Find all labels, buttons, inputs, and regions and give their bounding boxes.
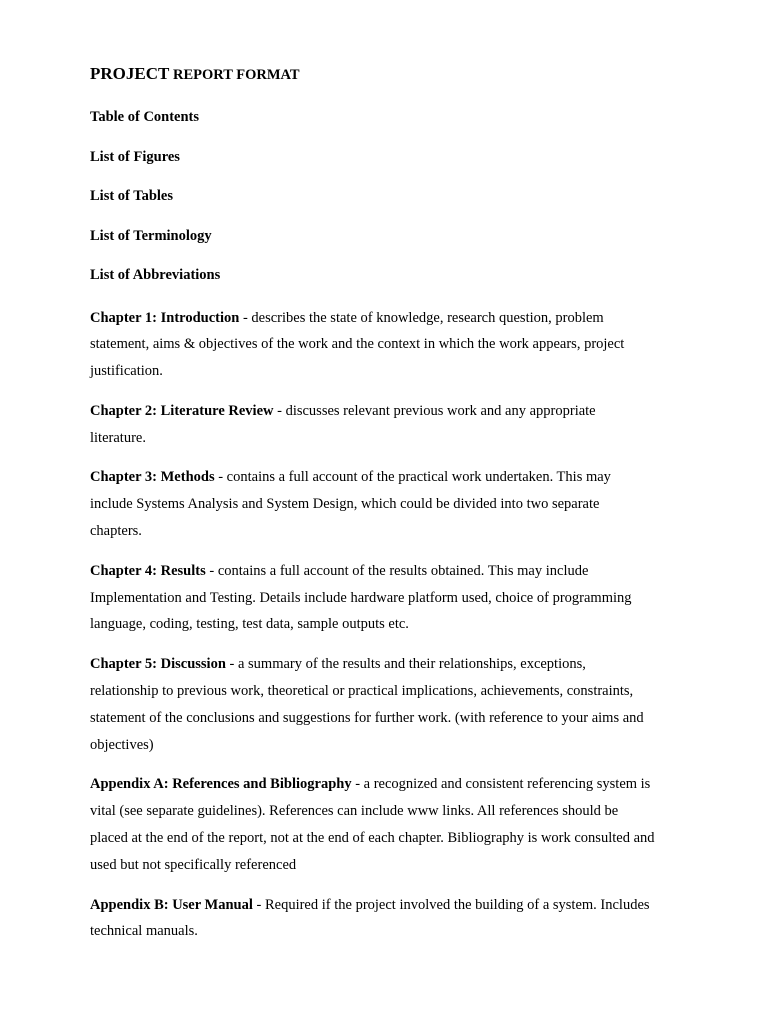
section-text-line: Implementation and Testing. Details include hardware platform used, choice of programming: [90, 589, 632, 606]
toc-entry-table-of-contents: Table of Contents: [90, 109, 200, 125]
section-text-line: used but not specifically referenced: [90, 856, 297, 873]
toc-entry-list-of-figures: List of Figures: [90, 148, 180, 165]
section-chapter-5-discussion: [90, 651, 690, 758]
section-heading: Chapter 5: Discussion: [90, 656, 226, 673]
section-chapter-2-literature-review: [90, 398, 690, 452]
section-text-line: - contains a full account of the practical work undertaken. This may: [214, 469, 611, 486]
section-text-line: statement of the conclusions and suggestions for further work. (with reference to your aims and: [90, 709, 644, 726]
section-text-line: - contains a full account of the results obtained. This may include: [205, 562, 589, 579]
section-text-line: - a recognized and consistent referencing system is: [351, 776, 651, 793]
section-text-line: - describes the state of knowledge, research question, problem: [239, 309, 604, 326]
document-title: [90, 62, 690, 87]
section-text-line: relationship to previous work, theoretical or practical implications, achievements, constraints,: [90, 683, 634, 700]
toc-entry-list-of-terminology: List of Terminology: [90, 227, 212, 244]
document-page: [90, 62, 690, 958]
section-heading: Chapter 3: Methods: [90, 469, 215, 486]
section-heading: Appendix B: User Manual: [90, 896, 253, 913]
section-text-line: - discusses relevant previous work and any appropriate: [273, 402, 596, 419]
section-text-line: objectives): [90, 736, 154, 753]
section-text-line: include Systems Analysis and System Design, which could be divided into two separate: [90, 496, 600, 513]
section-text-line: language, coding, testing, test data, sample outputs etc.: [90, 616, 409, 633]
title-report-format: REPORT FORMAT: [169, 67, 300, 83]
section-appendix-b-user-manual: [90, 892, 690, 946]
section-heading: Chapter 1: Introduction: [90, 309, 240, 326]
section-appendix-a-references: [90, 771, 690, 878]
section-text-line: chapters.: [90, 523, 142, 540]
toc-entry-list-of-tables: List of Tables: [90, 188, 173, 204]
toc-entry-list-of-abbreviations: List of Abbreviations: [90, 267, 221, 283]
section-heading: Chapter 2: Literature Review: [90, 402, 274, 419]
section-text-line: technical manuals.: [90, 923, 198, 940]
section-chapter-3-methods: [90, 464, 690, 544]
section-text-line: literature.: [90, 429, 146, 446]
section-text-line: placed at the end of the report, not at the end of each chapter. Bibliography is work consulted and: [90, 830, 655, 847]
section-chapter-4-results: [90, 558, 690, 638]
section-chapter-1-introduction: [90, 305, 690, 385]
section-text-line: - Required if the project involved the building of a system. Includes: [252, 896, 650, 913]
title-project: PROJECT: [90, 64, 170, 83]
section-text-line: vital (see separate guidelines). References can include www links. All references should be: [90, 803, 619, 820]
section-text-line: justification.: [90, 363, 163, 380]
section-heading: Chapter 4: Results: [90, 562, 206, 579]
section-text-line: - a summary of the results and their relationships, exceptions,: [225, 656, 586, 673]
section-text-line: statement, aims & objectives of the work and the context in which the work appears, project: [90, 336, 625, 353]
section-heading: Appendix A: References and Bibliography: [90, 776, 352, 793]
